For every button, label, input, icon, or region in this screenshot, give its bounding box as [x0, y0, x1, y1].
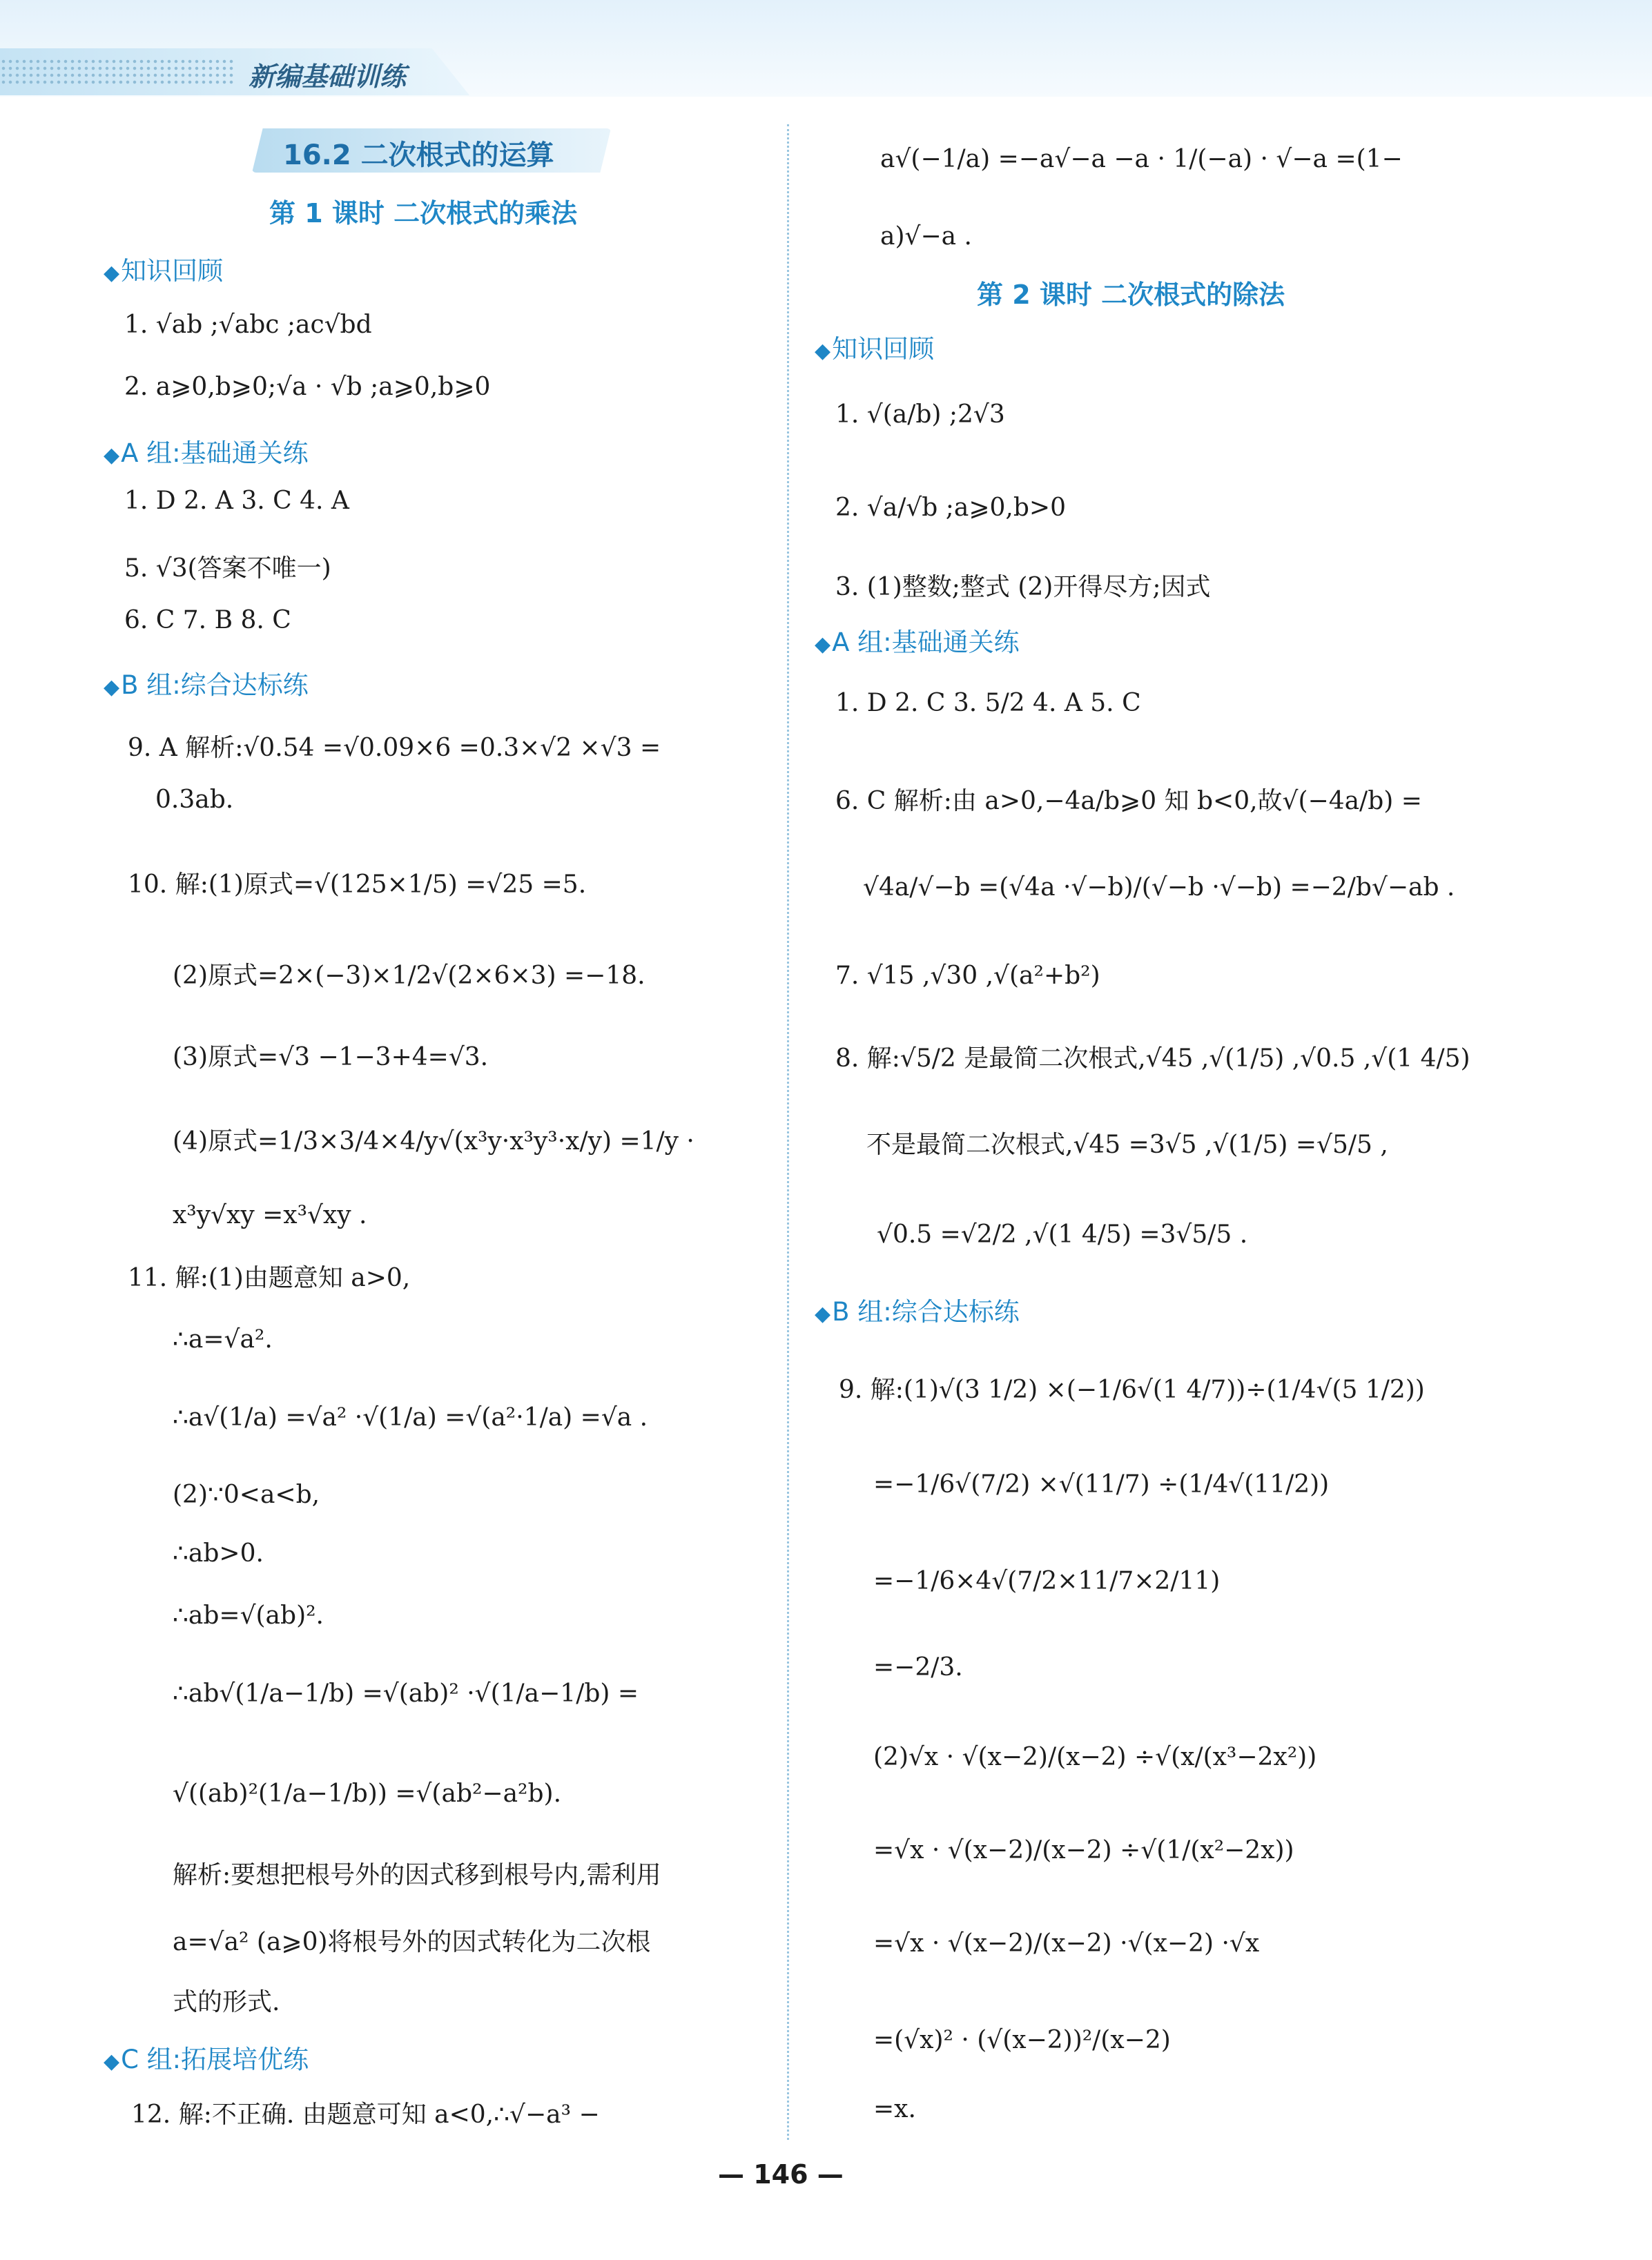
header-dot-pattern: [0, 58, 235, 86]
left-line-2: 2. a⩾0,b⩾0;√a · √b ;a⩾0,b⩾0: [124, 373, 491, 401]
left-line-14: ∴a=√a².: [173, 1325, 273, 1354]
left-line-7: 0.3ab.: [155, 786, 234, 814]
right-line-16: =−2/3.: [873, 1653, 963, 1682]
right-groupB-heading: ◆B 组:综合达标练: [815, 1297, 1020, 1327]
right-line-4: 2. √a/√b ;a⩾0,b>0: [835, 494, 1066, 522]
left-line-16: (2)∵0<a<b,: [173, 1481, 320, 1509]
diamond-icon: ◆: [815, 1302, 831, 1326]
lesson2-title: 第 2 课时 二次根式的除法: [977, 280, 1285, 310]
right-line-3: 1. √(a/b) ;2√3: [835, 400, 1005, 429]
left-line-3: 1. D 2. A 3. C 4. A: [124, 487, 349, 515]
left-groupC-heading: ◆C 组:拓展培优练: [104, 2045, 309, 2074]
left-line-4: 5. √3(答案不唯一): [124, 554, 331, 583]
right-line-17: (2)√x · √(x−2)/(x−2) ÷√(x/(x³−2x²)): [873, 1743, 1317, 1771]
left-line-1: 1. √ab ;√abc ;ac√bd: [124, 311, 372, 339]
right-review-heading: ◆知识回顾: [815, 334, 935, 364]
diamond-icon: ◆: [815, 339, 831, 363]
section-title: 16.2 二次根式的运算: [283, 139, 554, 171]
right-line-6: 1. D 2. C 3. 5/2 4. A 5. C: [835, 689, 1141, 717]
right-line-8: √4a/√−b =(√4a ·√−b)/(√−b ·√−b) =−2/b√−ab .: [863, 873, 1455, 902]
diamond-icon: ◆: [104, 675, 120, 699]
right-line-18: =√x · √(x−2)/(x−2) ÷√(1/(x²−2x)): [873, 1836, 1294, 1864]
right-line-12: √0.5 =√2/2 ,√(1 4/5) =3√5/5 .: [877, 1220, 1248, 1249]
right-line-20: =(√x)² · (√(x−2))²/(x−2): [873, 2026, 1171, 2054]
diamond-icon: ◆: [815, 632, 831, 656]
left-line-9: (2)原式=2×(−3)×1/2√(2×6×3) =−18.: [173, 962, 645, 990]
right-line-19: =√x · √(x−2)/(x−2) ·√(x−2) ·√x: [873, 1929, 1260, 1958]
diamond-icon: ◆: [104, 261, 120, 285]
left-line-5: 6. C 7. B 8. C: [124, 606, 291, 634]
left-line-23: 式的形式.: [173, 1988, 280, 2016]
left-line-8: 10. 解:(1)原式=√(125×1/5) =√25 =5.: [128, 870, 587, 899]
left-line-19: ∴ab√(1/a−1/b) =√(ab)² ·√(1/a−1/b) =: [173, 1679, 639, 1708]
left-line-24: 12. 解:不正确. 由题意可知 a<0,∴√−a³ −: [131, 2101, 600, 2129]
right-line-13: 9. 解:(1)√(3 1/2) ×(−1/6√(1 4/7))÷(1/4√(5 1/2)): [839, 1376, 1425, 1404]
right-line-1: a√(−1/a) =−a√−a −a · 1/(−a) · √−a =(1−: [880, 145, 1403, 173]
right-line-2: a)√−a .: [880, 222, 972, 251]
right-line-7: 6. C 解析:由 a>0,−4a/b⩾0 知 b<0,故√(−4a/b) =: [835, 787, 1422, 815]
lesson1-title: 第 1 课时 二次根式的乘法: [269, 198, 578, 228]
header-banner-text: 新编基础训练: [249, 61, 407, 92]
right-line-15: =−1/6×4√(7/2×11/7×2/11): [873, 1567, 1221, 1595]
diamond-icon: ◆: [104, 2049, 120, 2074]
left-groupA-heading: ◆A 组:基础通关练: [104, 438, 309, 468]
right-line-10: 8. 解:√5/2 是最简二次根式,√45 ,√(1/5) ,√0.5 ,√(1 4/5): [835, 1044, 1470, 1073]
left-line-22: a=√a² (a⩾0)将根号外的因式转化为二次根: [173, 1928, 651, 1956]
diamond-icon: ◆: [104, 443, 120, 467]
left-line-20: √((ab)²(1/a−1/b)) =√(ab²−a²b).: [173, 1780, 562, 1808]
left-line-17: ∴ab>0.: [173, 1539, 264, 1568]
left-line-15: ∴a√(1/a) =√a² ·√(1/a) =√(a²·1/a) =√a .: [173, 1403, 648, 1432]
left-line-18: ∴ab=√(ab)².: [173, 1601, 324, 1630]
left-line-21: 解析:要想把根号外的因式移到根号内,需利用: [173, 1861, 661, 1889]
page-number: — 146 —: [718, 2159, 844, 2190]
left-line-12: x³y√xy =x³√xy .: [173, 1201, 367, 1229]
header-band: [0, 0, 1652, 97]
right-line-11: 不是最简二次根式,√45 =3√5 ,√(1/5) =√5/5 ,: [866, 1131, 1388, 1159]
left-line-10: (3)原式=√3 −1−3+4=√3.: [173, 1043, 489, 1071]
left-line-11: (4)原式=1/3×3/4×4/y√(x³y·x³y³·x/y) =1/y ·: [173, 1127, 694, 1156]
right-line-21: =x.: [873, 2095, 916, 2123]
right-line-14: =−1/6√(7/2) ×√(11/7) ÷(1/4√(11/2)): [873, 1470, 1330, 1499]
column-divider: [787, 124, 789, 2140]
right-line-5: 3. (1)整数;整式 (2)开得尽方;因式: [835, 573, 1211, 601]
left-groupB-heading: ◆B 组:综合达标练: [104, 670, 309, 700]
left-line-6: 9. A 解析:√0.54 =√0.09×6 =0.3×√2 ×√3 =: [128, 734, 661, 762]
left-line-13: 11. 解:(1)由题意知 a>0,: [128, 1264, 411, 1292]
right-line-9: 7. √15 ,√30 ,√(a²+b²): [835, 962, 1100, 990]
right-groupA-heading: ◆A 组:基础通关练: [815, 627, 1020, 657]
left-review-heading: ◆知识回顾: [104, 256, 224, 286]
